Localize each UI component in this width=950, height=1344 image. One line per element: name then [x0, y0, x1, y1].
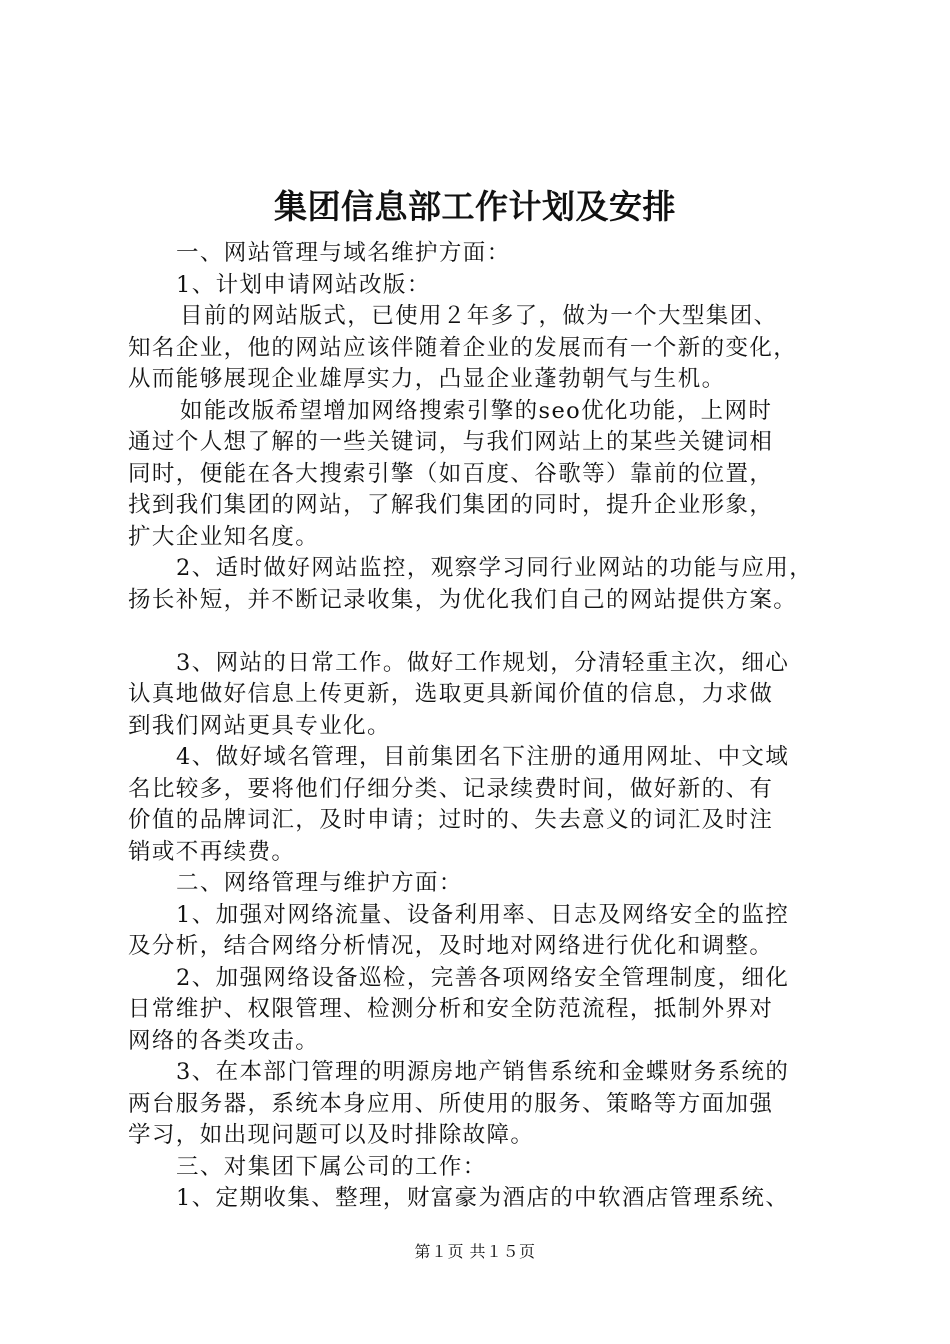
paragraph-line: 认真地做好信息上传更新，选取更具新闻价值的信息，力求做 — [128, 681, 774, 707]
paragraph-line: 网络的各类攻击。 — [128, 1027, 320, 1054]
paragraph-line: 如能改版希望增加网络搜索引擎的seo优化功能，上网时 — [180, 397, 773, 424]
paragraph-line: 价值的品牌词汇，及时申请；过时的、失去意义的词汇及时注 — [128, 807, 774, 833]
paragraph-line: 2、加强网络设备巡检，完善各项网络安全管理制度，细化 — [176, 964, 790, 991]
paragraph-line: 销或不再续费。 — [128, 838, 296, 865]
page-number: 第１页 共１５页 — [414, 1242, 536, 1261]
paragraph-line: 知名企业，他的网站应该伴随着企业的发展而有一个新的变化， — [128, 334, 798, 361]
paragraph-line: 目前的网站版式，已使用２年多了，做为一个大型集团、 — [180, 303, 778, 329]
document-title: 集团信息部工作计划及安排 — [274, 187, 676, 226]
section-heading: 一、网站管理与域名维护方面： — [176, 240, 511, 266]
paragraph-line: 及分析，结合网络分析情况，及时地对网络进行优化和调整。 — [128, 933, 774, 959]
paragraph-line: 学习，如出现问题可以及时排除故障。 — [128, 1122, 535, 1148]
paragraph-line: 3、网站的日常工作。做好工作规划，分清轻重主次，细心 — [176, 649, 790, 676]
document-body — [128, 238, 848, 1215]
paragraph-line: 扬长补短，并不断记录收集，为优化我们自己的网站提供方案。 — [128, 586, 798, 613]
subsection-heading: 1、计划申请网站改版： — [176, 271, 431, 298]
section-heading: 三、对集团下属公司的工作： — [176, 1153, 487, 1180]
paragraph-spacer — [128, 616, 848, 648]
paragraph-line: 2、适时做好网站监控，观察学习同行业网站的功能与应用， — [176, 555, 814, 581]
paragraph-line: 扩大企业知名度。 — [128, 523, 320, 550]
paragraph-line: 1、加强对网络流量、设备利用率、日志及网络安全的监控 — [176, 901, 790, 928]
paragraph-line: 找到我们集团的网站，了解我们集团的同时，提升企业形象， — [128, 492, 774, 518]
paragraph-line: 两台服务器，系统本身应用、所使用的服务、策略等方面加强 — [128, 1090, 774, 1117]
paragraph-line: 3、在本部门管理的明源房地产销售系统和金蝶财务系统的 — [176, 1059, 790, 1085]
paragraph-line: 同时，便能在各大搜索引擎（如百度、谷歌等）靠前的位置， — [128, 460, 774, 487]
paragraph-line: 4、做好域名管理，目前集团名下注册的通用网址、中文域 — [176, 744, 790, 770]
paragraph-line: 到我们网站更具专业化。 — [128, 712, 391, 739]
paragraph-line: 1、定期收集、整理，财富豪为酒店的中软酒店管理系统、 — [176, 1185, 790, 1211]
paragraph-line: 从而能够展现企业雄厚实力，凸显企业蓬勃朝气与生机。 — [128, 366, 726, 392]
section-heading: 二、网络管理与维护方面： — [176, 870, 463, 896]
paragraph-line: 通过个人想了解的一些关键词，与我们网站上的某些关键词相 — [128, 429, 774, 455]
paragraph-line: 日常维护、权限管理、检测分析和安全防范流程，抵制外界对 — [128, 996, 774, 1022]
paragraph-line: 名比较多，要将他们仔细分类、记录续费时间，做好新的、有 — [128, 775, 774, 802]
